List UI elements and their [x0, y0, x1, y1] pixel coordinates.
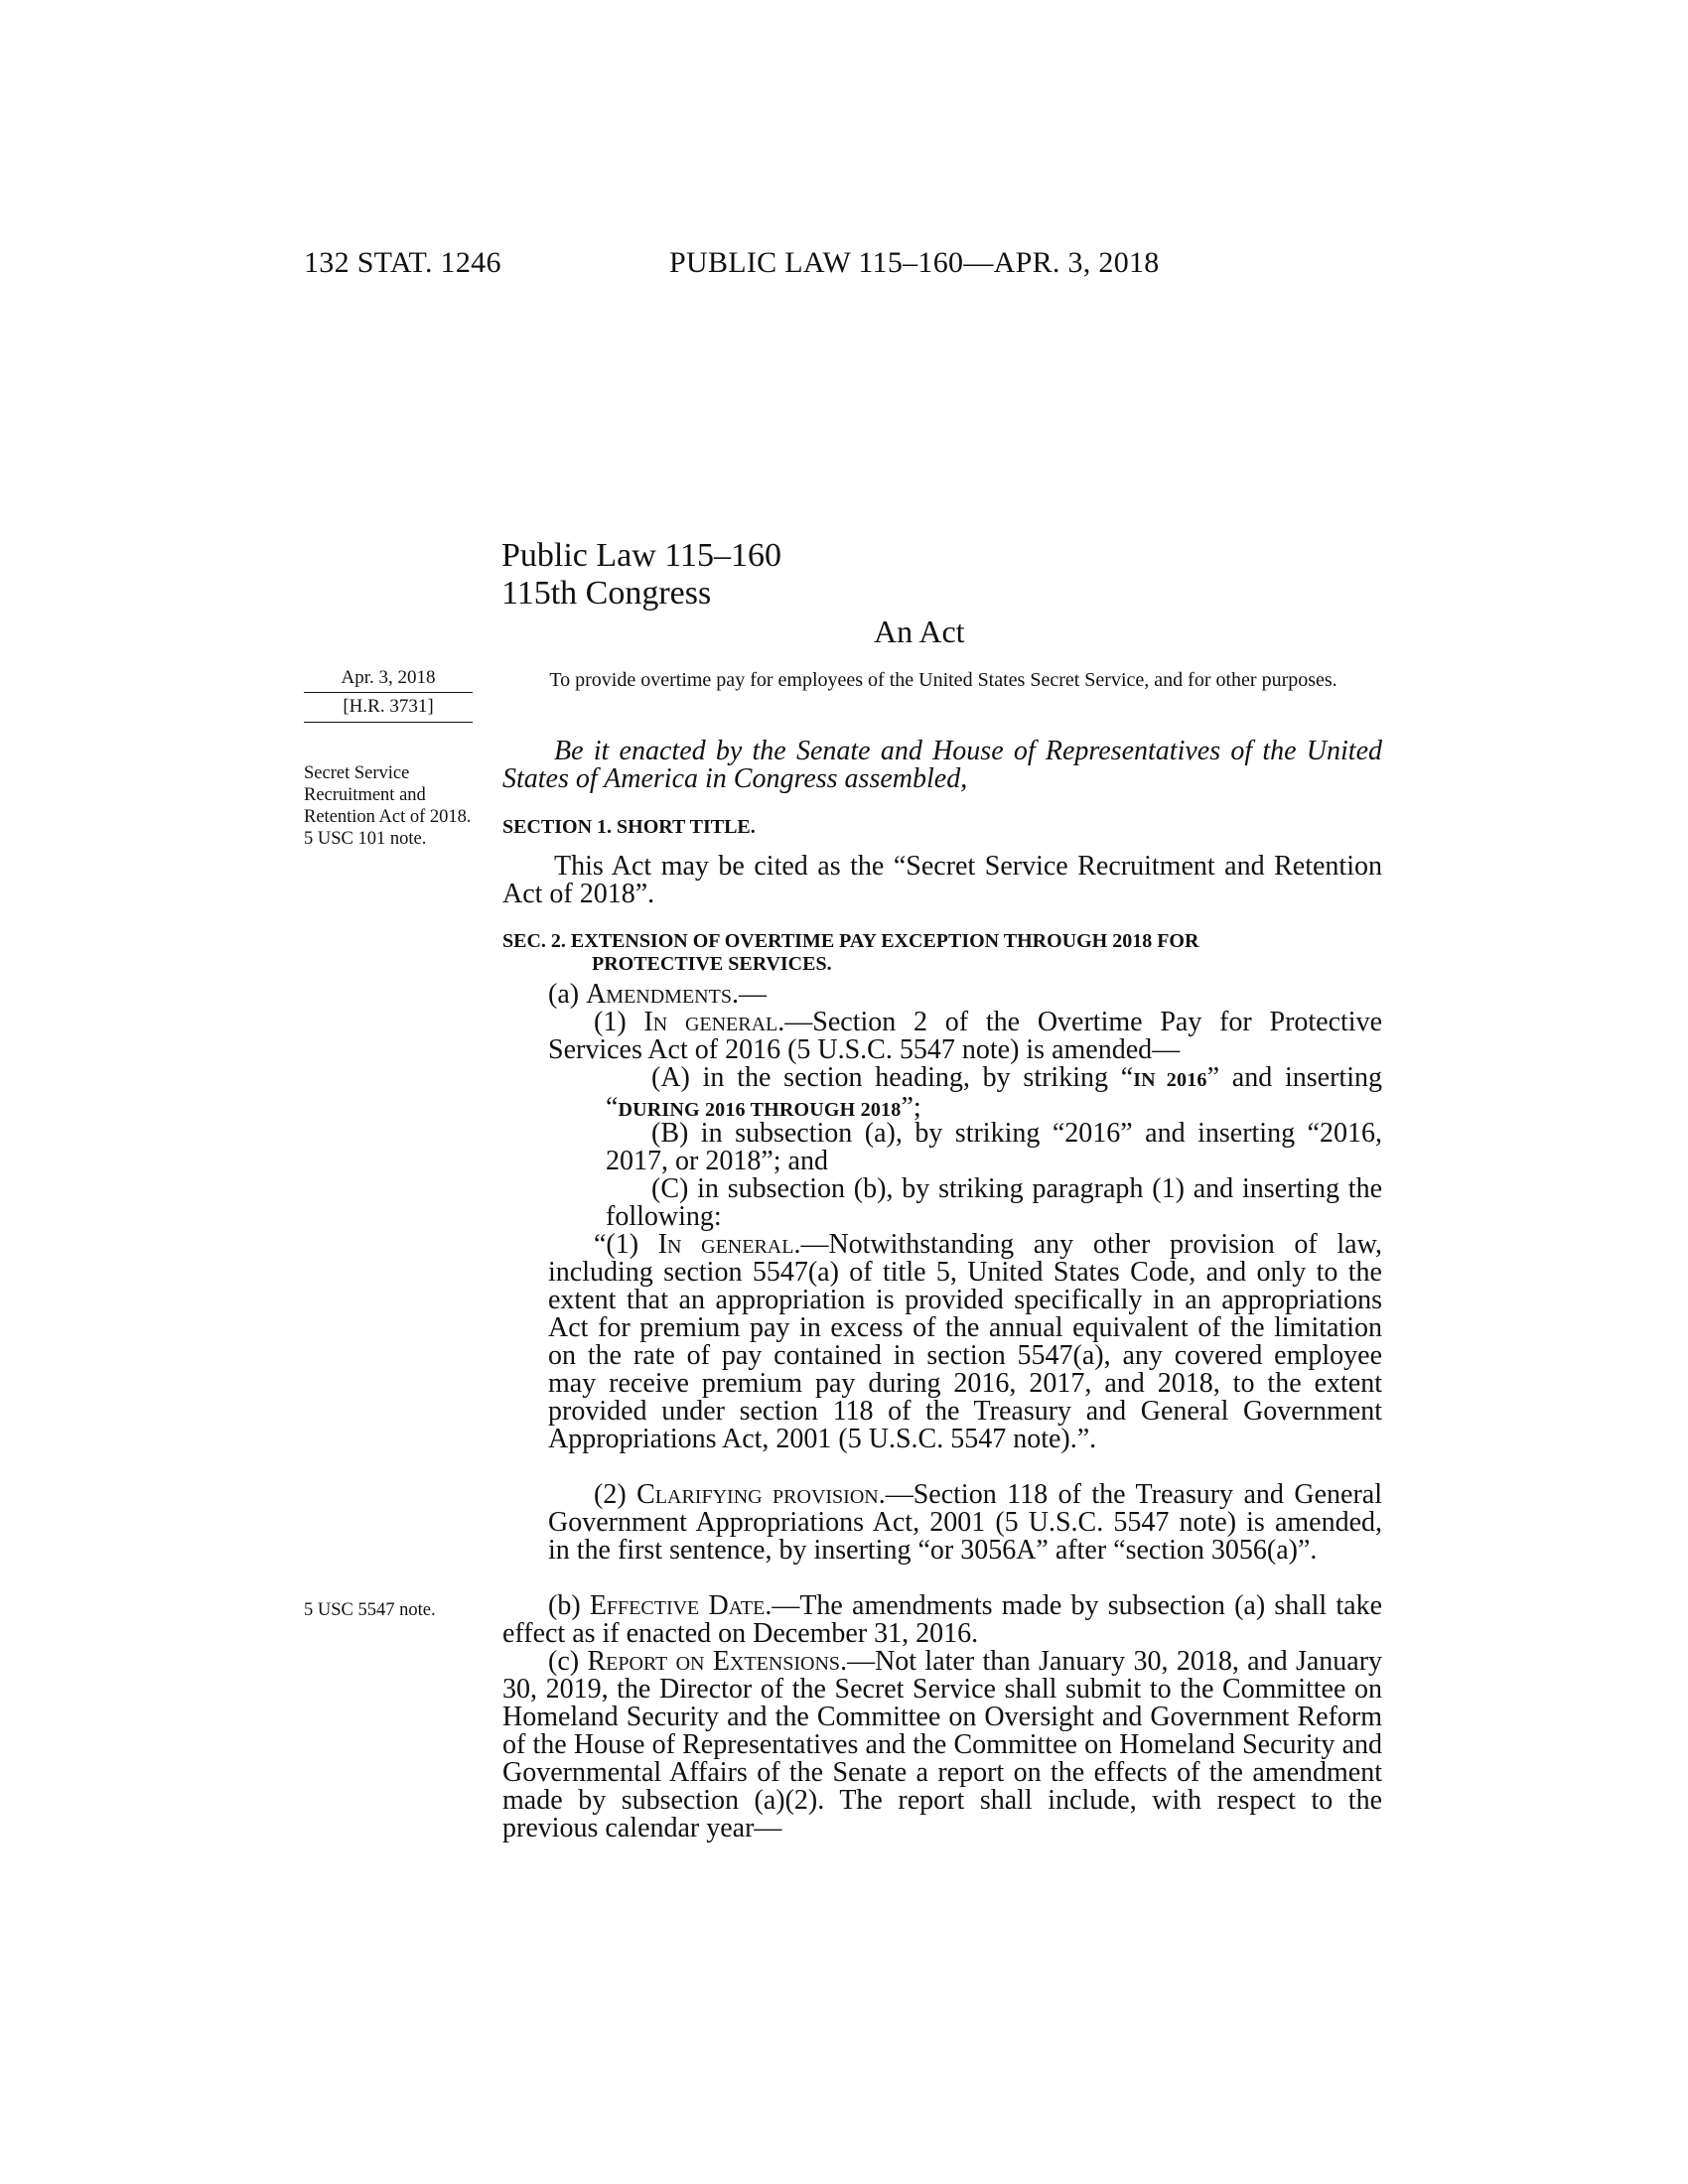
subsection-c-dash: .—: [840, 1646, 876, 1677]
paragraph-a2-text: Section 118 of the Treasury and General Government Appropriations Act, 2001 (5 U.S.C. 5547 note) is amended, in the first sentence, by inserting “or 3056A” after “section 3056(a)”.: [548, 1479, 1382, 1566]
subparagraph-A-insert: DURING 2016 THROUGH 2018: [618, 1099, 902, 1121]
subparagraph-A-pre: (A) in the section heading, by striking “: [651, 1062, 1134, 1093]
quoted-paragraph: [548, 1231, 1382, 1453]
subsection-b-num: (b): [548, 1590, 581, 1621]
margin-note-effective-date: 5 USC 5547 note.: [304, 1600, 436, 1620]
paragraph-a1-label: In general: [643, 1007, 778, 1037]
quoted-paragraph-num: “(1): [594, 1229, 639, 1260]
subsection-c: [502, 1648, 1382, 1843]
paragraph-a2: [548, 1481, 1382, 1565]
paragraph-a1-dash: .—: [777, 1007, 813, 1037]
subsection-c-label: Report on Extensions: [587, 1646, 841, 1677]
margin-note-short-title-text: Secret Service Recruitment and Retention Act of 2018.: [304, 763, 472, 827]
running-head: [304, 246, 1217, 286]
sidebar-date-rule: [304, 692, 473, 693]
subsection-a-label: Amendments: [586, 979, 732, 1010]
margin-note-short-title-usc: 5 USC 101 note.: [304, 829, 427, 849]
section-2-heading-cont: PROTECTIVE SERVICES.: [592, 953, 832, 975]
quoted-paragraph-dash: .—: [793, 1229, 829, 1260]
sidebar-date: Apr. 3, 2018: [341, 667, 436, 688]
subsection-b-text: The amendments made by subsection (a) shall take effect as if enacted on December 31, 2016.: [502, 1590, 1383, 1649]
subsection-b-label: Effective Date: [589, 1590, 766, 1621]
subsection-a-num: (a): [548, 979, 580, 1010]
paragraph-a1-text: Section 2 of the Overtime Pay for Protective Services Act of 2016 (5 U.S.C. 5547 note) is amended—: [548, 1007, 1383, 1065]
quoted-paragraph-label: In general: [657, 1229, 794, 1260]
margin-note-short-title: [304, 762, 478, 850]
section-2-heading-lead: SEC. 2. EXTENSION OF OVERTIME PAY EXCEPTION THROUGH 2018 FOR: [502, 930, 1199, 952]
subparagraph-A-post: ”;: [901, 1092, 921, 1123]
section-1-text: This Act may be cited as the “Secret Service Recruitment and Retention Act of 2018”.: [502, 851, 1382, 909]
paragraph-a2-num: (2): [594, 1479, 627, 1510]
subsection-b: [502, 1592, 1382, 1648]
subsection-b-dash: .—: [765, 1590, 800, 1621]
subparagraph-A: [606, 1064, 1382, 1124]
section-1-heading: SECTION 1. SHORT TITLE.: [502, 816, 756, 838]
sidebar-bill-number: [H.R. 3731]: [343, 696, 434, 717]
congress-number: 115th Congress: [501, 575, 712, 612]
subparagraph-C: (C) in subsection (b), by striking paragraph (1) and inserting the following:: [606, 1173, 1382, 1232]
subsection-a-dash: .—: [731, 979, 767, 1010]
paragraph-a1: [548, 1009, 1382, 1064]
an-act-title: An Act: [874, 614, 965, 649]
subparagraph-A-mid: ” and inserting “: [606, 1062, 1382, 1123]
public-law-number: Public Law 115–160: [501, 537, 782, 574]
stat-page-number: 132 STAT. 1246: [304, 246, 501, 279]
paragraph-a2-label: Clarifying provision: [636, 1479, 879, 1510]
sidebar-bill-rule: [304, 722, 473, 723]
enacting-clause: Be it enacted by the Senate and House of Representatives of the United States of America in Congress assembled,: [502, 736, 1382, 794]
subsection-c-num: (c): [548, 1646, 580, 1677]
subsection-a-heading: [548, 981, 1382, 1009]
subsection-c-text: Not later than January 30, 2018, and January 30, 2019, the Director of the Secret Service shall submit to the Committee on Homeland Security and the Committee on Oversight and Government Reform of the House of Representatives and the Committee on Homeland Security and Governmental Affairs of the Senate a report on the effects of the amendment made by subsection (a)(2). The report shall include, with respect to the previous calendar year—: [502, 1646, 1383, 1843]
paragraph-a2-dash: .—: [878, 1479, 914, 1510]
paragraph-a1-num: (1): [594, 1007, 627, 1037]
subparagraph-B: (B) in subsection (a), by striking “2016” and inserting “2016, 2017, or 2018”; and: [606, 1118, 1382, 1176]
subparagraph-A-strike: IN 2016: [1133, 1069, 1207, 1091]
running-head-title: PUBLIC LAW 115–160—APR. 3, 2018: [669, 246, 1160, 279]
section-2-heading: [502, 930, 1472, 976]
act-purpose: To provide overtime pay for employees of the United States Secret Service, and for other purposes.: [549, 669, 1337, 691]
quoted-paragraph-text: Notwithstanding any other provision of law, including section 5547(a) of title 5, United States Code, and only to the extent that an appropriation is provided specifically in an appropriations Act for premium pay in excess of the annual equivalent of the limitation on the rate of pay contained in section 5547(a), any covered employee may receive premium pay during 2016, 2017, and 2018, to the extent provided under section 118 of the Treasury and General Government Appropriations Act, 2001 (5 U.S.C. 5547 note).”.: [548, 1229, 1382, 1454]
